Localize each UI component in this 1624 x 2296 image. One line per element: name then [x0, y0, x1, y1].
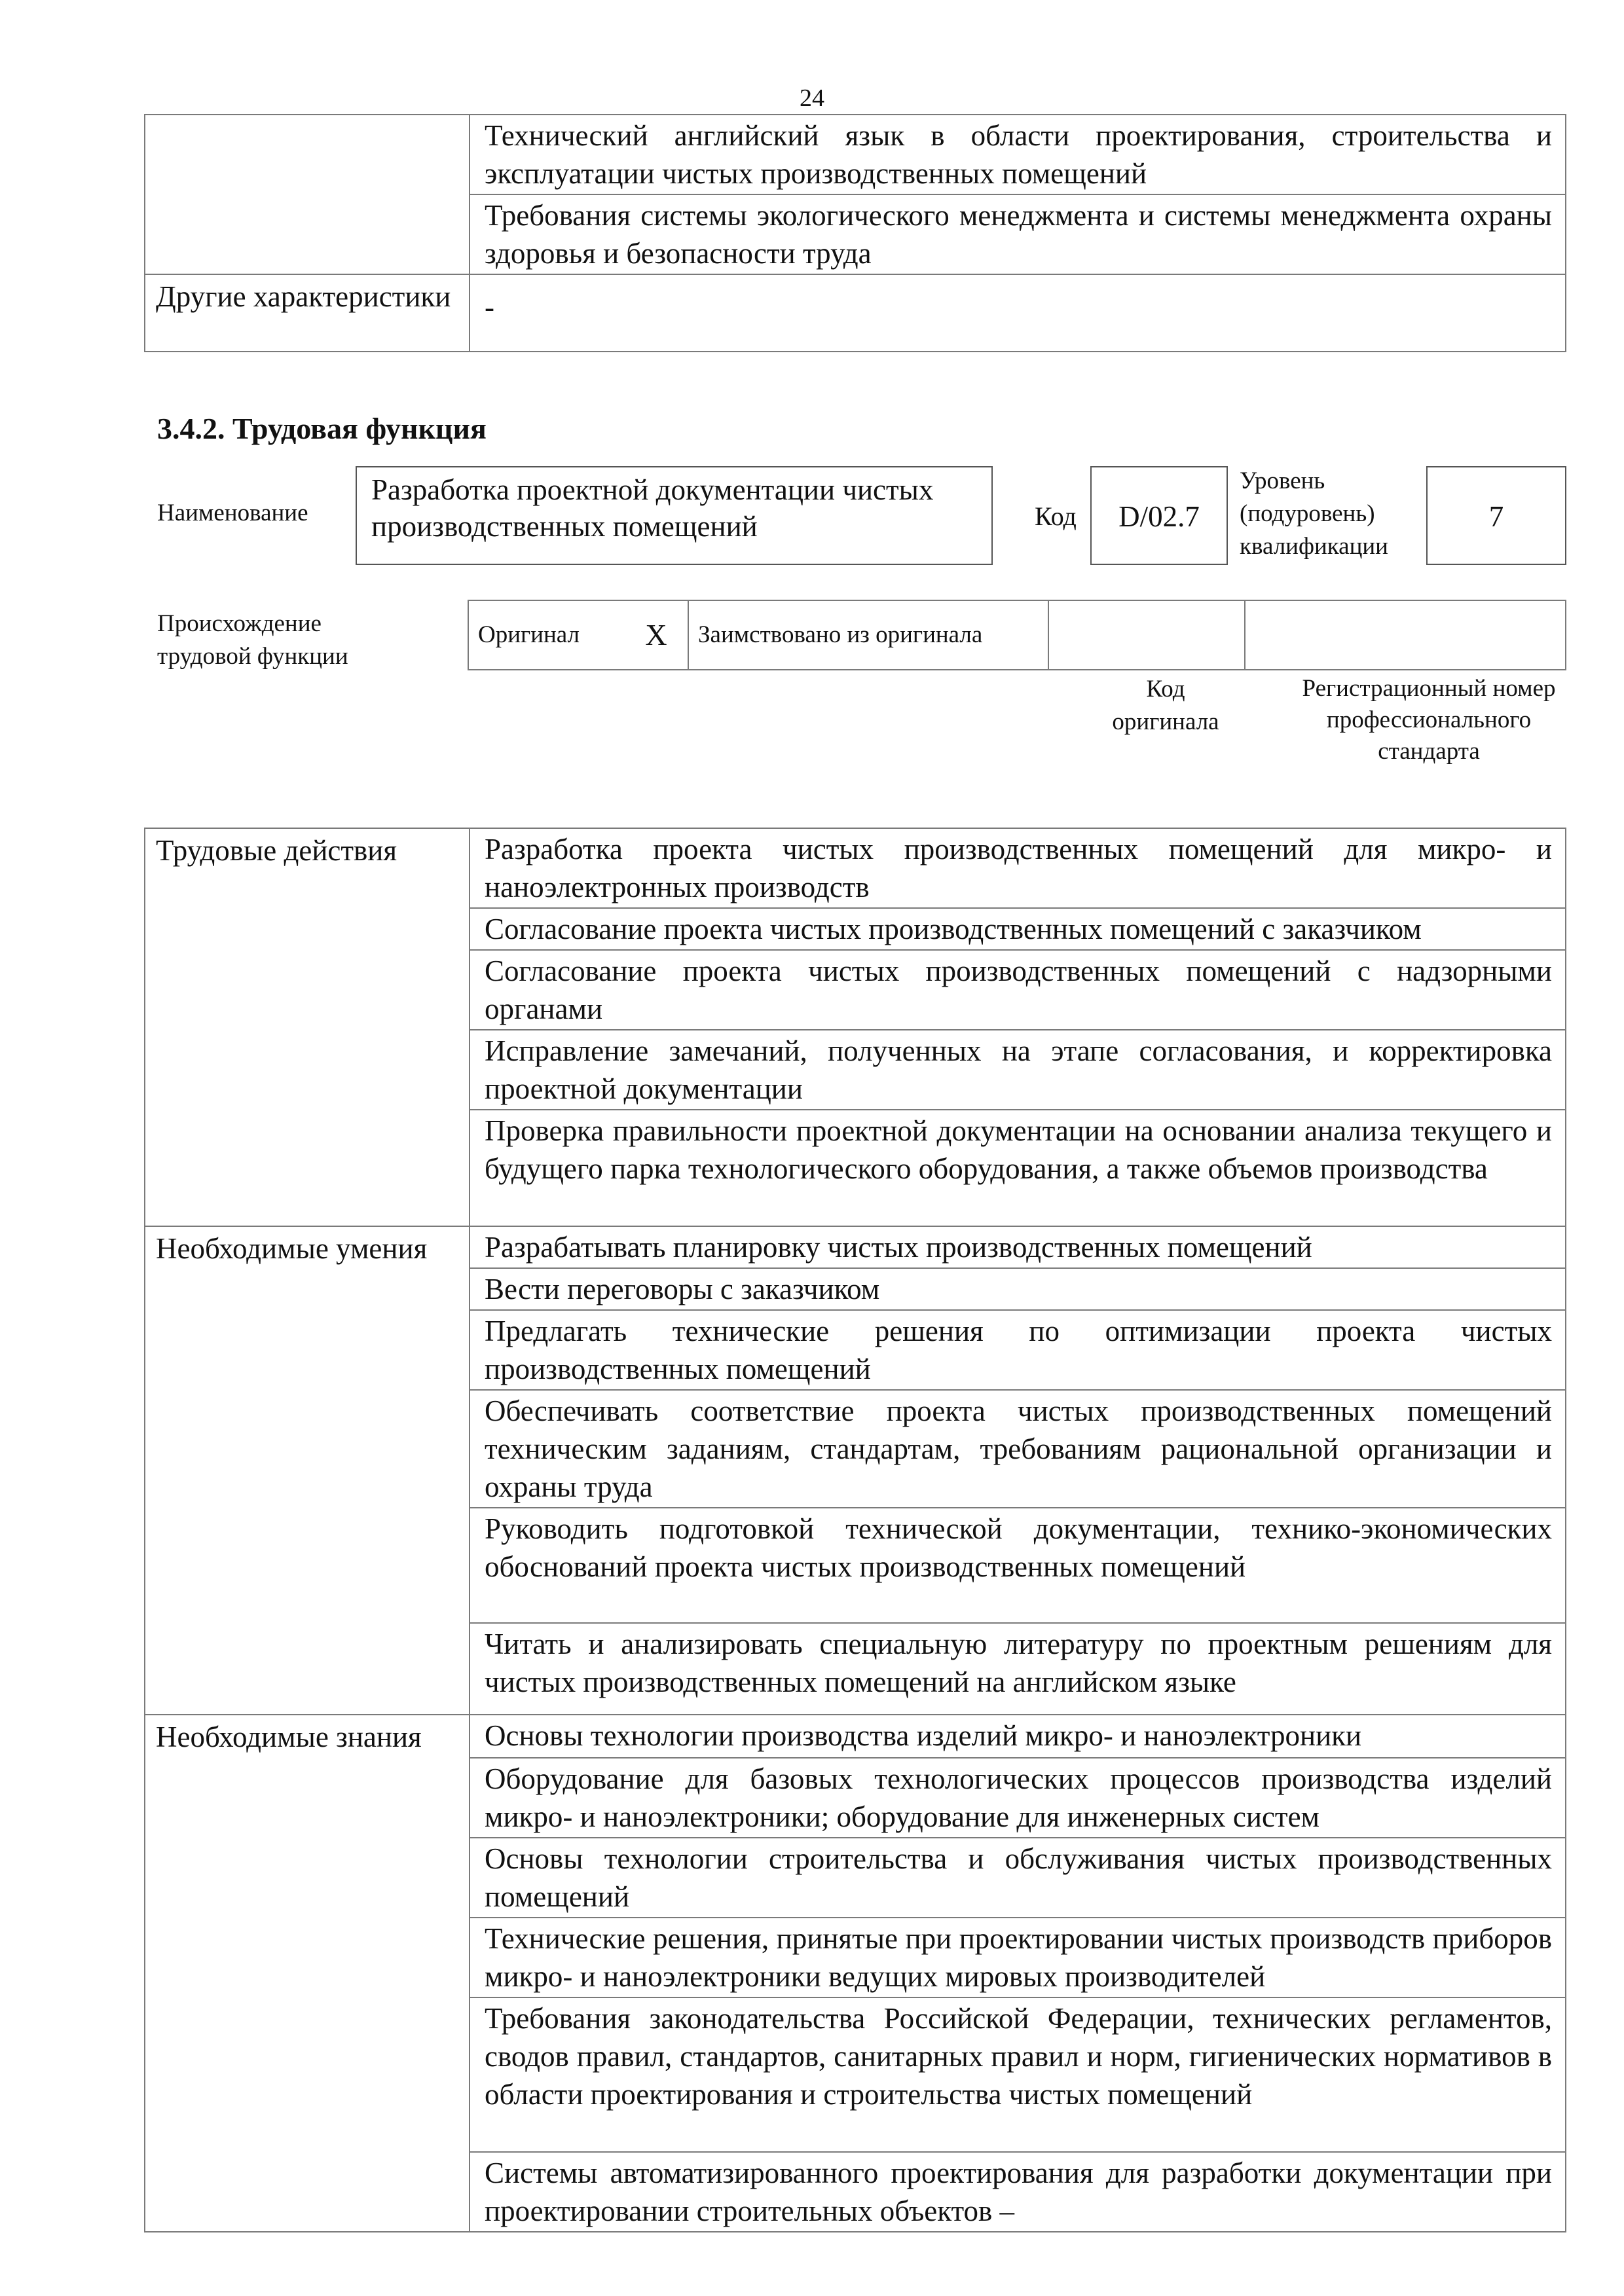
reg-caption: Регистрационный номер профессионального стандарта	[1302, 675, 1556, 765]
table-cell: Оборудование для базовых технологических процессов производства изделий микро- и наноэлектроники; оборудование для инженерных систем	[470, 1758, 1566, 1838]
original-code-cell	[1048, 600, 1245, 670]
table-cell: Разрабатывать планировку чистых производственных помещений	[470, 1226, 1566, 1268]
table-cell: Исправление замечаний, полученных на этапе согласования, и корректировка проектной документации	[470, 1030, 1566, 1110]
table-cell: Технические решения, принятые при проектировании чистых производств приборов микро- и наноэлектроники ведущих мировых производителей	[470, 1918, 1566, 1997]
code-caption: Код оригинала	[1112, 676, 1219, 735]
level-value: 7	[1426, 466, 1566, 565]
name-label: Наименование	[157, 500, 308, 526]
origin-label	[157, 608, 393, 673]
code-label: Код	[1035, 501, 1077, 531]
top-table	[144, 114, 1566, 352]
main-table	[144, 828, 1566, 2232]
table-cell: Основы технологии производства изделий микро- и наноэлектроники	[470, 1715, 1566, 1758]
table-cell: Системы автоматизированного проектирования для разработки документации при проектировании строительных объектов –	[470, 2152, 1566, 2232]
table-cell: Руководить подготовкой технической документации, технико-экономических обоснований проекта чистых производственных помещений	[470, 1508, 1566, 1623]
top-table-item: -	[470, 274, 1566, 352]
row-label: Необходимые знания	[145, 1715, 470, 2232]
row-label: Трудовые действия	[145, 828, 470, 1226]
section-heading: 3.4.2. Трудовая функция	[157, 412, 487, 445]
table-cell: Разработка проекта чистых производственных помещений для микро- и наноэлектронных производств	[470, 828, 1566, 908]
page-number: 24	[800, 84, 824, 112]
reg-number-cell	[1245, 600, 1566, 670]
origin-table	[468, 600, 1566, 670]
row-label: Необходимые умения	[145, 1226, 470, 1715]
table-cell: Читать и анализировать специальную литературу по проектным решениям для чистых производственных помещений на английском языке	[470, 1623, 1566, 1715]
origin-label-text: Происхождение трудовой функции	[157, 610, 348, 670]
table-cell: Согласование проекта чистых производственных помещений с заказчиком	[470, 908, 1566, 950]
name-value: Разработка проектной документации чистых производственных помещений	[371, 473, 934, 543]
level-label-text: Уровень (подуровень) квалификации	[1240, 467, 1388, 560]
table-cell: Проверка правильности проектной документации на основании анализа текущего и будущего парка технологического оборудования, а также объемов производства	[470, 1110, 1566, 1226]
top-table-item: Требования системы экологического менеджмента и системы менеджмента охраны здоровья и безопасности труда	[470, 194, 1566, 274]
original-label: Оригинал	[468, 600, 625, 670]
borrowed-label: Заимствовано из оригинала	[688, 600, 1048, 670]
top-table-label-empty	[145, 115, 470, 274]
code-value: D/02.7	[1090, 466, 1228, 565]
top-table-label: Другие характеристики	[145, 274, 470, 352]
level-label	[1240, 465, 1416, 563]
table-cell: Вести переговоры с заказчиком	[470, 1268, 1566, 1310]
table-cell: Согласование проекта чистых производственных помещений с надзорными органами	[470, 950, 1566, 1030]
original-mark: X	[625, 600, 688, 670]
table-cell: Основы технологии строительства и обслуживания чистых производственных помещений	[470, 1838, 1566, 1918]
table-cell: Требования законодательства Российской Федерации, технических регламентов, сводов правил, стандартов, санитарных правил и норм, гигиенических нормативов в области проектирования и строительства чистых помещений	[470, 1997, 1566, 2152]
table-cell: Обеспечивать соответствие проекта чистых производственных помещений техническим заданиям, стандартам, требованиям рациональной организации и охраны труда	[470, 1390, 1566, 1508]
table-cell: Предлагать технические решения по оптимизации проекта чистых производственных помещений	[470, 1310, 1566, 1390]
top-table-item: Технический английский язык в области проектирования, строительства и эксплуатации чистых производственных помещений	[470, 115, 1566, 194]
name-value-box	[356, 466, 993, 565]
